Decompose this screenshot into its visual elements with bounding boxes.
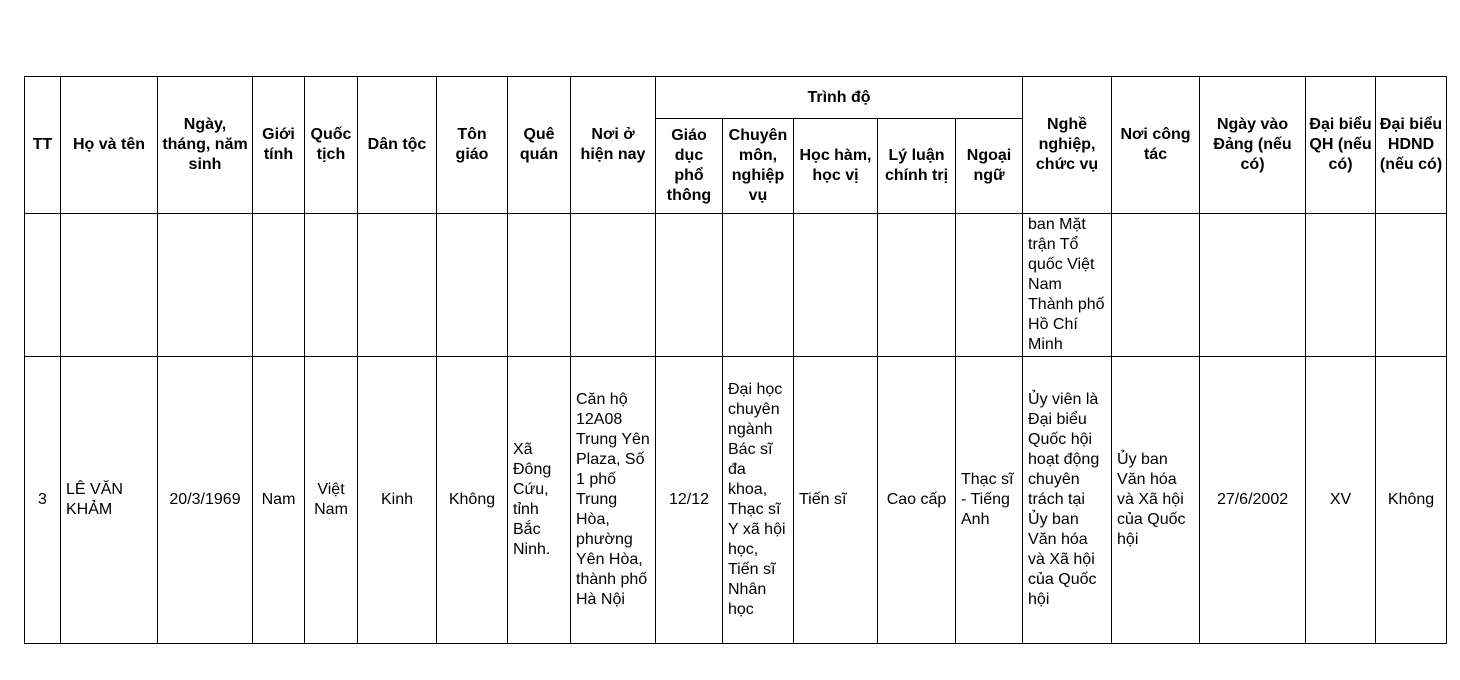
header-noi-o: Nơi ở hiện nay <box>571 77 656 214</box>
cell-ngoai-ngu <box>956 214 1023 357</box>
cell-chuyen-mon <box>723 214 794 357</box>
header-ngay-sinh: Ngày, tháng, năm sinh <box>158 77 253 214</box>
cell-ngoai-ngu: Thạc sĩ - Tiếng Anh <box>956 357 1023 644</box>
cell-giao-duc <box>656 214 723 357</box>
header-gioi-tinh: Giới tính <box>253 77 305 214</box>
cell-nghe-nghiep: Ủy viên là Đại biểu Quốc hội hoạt động chuyên trách tại Ủy ban Văn hóa và Xã hội của Quốc hội <box>1023 357 1112 644</box>
cell-tt: 3 <box>25 357 61 644</box>
header-dai-bieu-hdnd: Đại biểu HDND (nếu có) <box>1376 77 1447 214</box>
cell-nghe-nghiep: ban Mặt trận Tổ quốc Việt Nam Thành phố Hồ Chí Minh <box>1023 214 1112 357</box>
header-que-quan: Quê quán <box>508 77 571 214</box>
header-trinh-do: Trình độ <box>656 77 1023 119</box>
header-ngay-vao-dang: Ngày vào Đảng (nếu có) <box>1200 77 1306 214</box>
cell-hoc-ham <box>794 214 878 357</box>
cell-dan-toc: Kinh <box>358 357 437 644</box>
cell-giao-duc: 12/12 <box>656 357 723 644</box>
cell-tt <box>25 214 61 357</box>
header-dan-toc: Dân tộc <box>358 77 437 214</box>
candidate-table <box>24 76 1447 644</box>
header-hoc-ham: Học hàm, học vị <box>794 119 878 214</box>
header-dai-bieu-qh: Đại biểu QH (nếu có) <box>1306 77 1376 214</box>
cell-ho-ten <box>61 214 158 357</box>
cell-que-quan <box>508 214 571 357</box>
cell-ly-luan <box>878 214 956 357</box>
header-ton-giao: Tôn giáo <box>437 77 508 214</box>
cell-ho-ten: LÊ VĂN KHẢM <box>61 357 158 644</box>
cell-dai-bieu-qh <box>1306 214 1376 357</box>
cell-ly-luan: Cao cấp <box>878 357 956 644</box>
header-noi-cong-tac: Nơi công tác <box>1112 77 1200 214</box>
cell-quoc-tich: Việt Nam <box>305 357 358 644</box>
cell-dan-toc <box>358 214 437 357</box>
cell-quoc-tich <box>305 214 358 357</box>
cell-ton-giao <box>437 214 508 357</box>
header-ngoai-ngu: Ngoại ngữ <box>956 119 1023 214</box>
header-giao-duc: Giáo dục phổ thông <box>656 119 723 214</box>
cell-noi-cong-tac: Ủy ban Văn hóa và Xã hội của Quốc hội <box>1112 357 1200 644</box>
header-ho-ten: Họ và tên <box>61 77 158 214</box>
cell-dai-bieu-hdnd <box>1376 214 1447 357</box>
header-chuyen-mon: Chuyên môn, nghiệp vụ <box>723 119 794 214</box>
cell-dai-bieu-qh: XV <box>1306 357 1376 644</box>
table-row <box>25 214 1447 357</box>
cell-noi-cong-tac <box>1112 214 1200 357</box>
table-row <box>25 357 1447 644</box>
header-ly-luan: Lý luận chính trị <box>878 119 956 214</box>
cell-que-quan: Xã Đông Cứu, tỉnh Bắc Ninh. <box>508 357 571 644</box>
cell-ngay-vao-dang <box>1200 214 1306 357</box>
cell-ton-giao: Không <box>437 357 508 644</box>
cell-ngay-vao-dang: 27/6/2002 <box>1200 357 1306 644</box>
header-row-1 <box>25 77 1447 119</box>
cell-dai-bieu-hdnd: Không <box>1376 357 1447 644</box>
cell-chuyen-mon: Đại học chuyên ngành Bác sĩ đa khoa, Thạc sĩ Y xã hội học, Tiến sĩ Nhân học <box>723 357 794 644</box>
cell-ngay-sinh <box>158 214 253 357</box>
cell-gioi-tinh <box>253 214 305 357</box>
header-nghe-nghiep: Nghề nghiệp, chức vụ <box>1023 77 1112 214</box>
header-tt: TT <box>25 77 61 214</box>
cell-noi-o: Căn hộ 12A08 Trung Yên Plaza, Số 1 phố Trung Hòa, phường Yên Hòa, thành phố Hà Nội <box>571 357 656 644</box>
cell-hoc-ham: Tiến sĩ <box>794 357 878 644</box>
header-quoc-tich: Quốc tịch <box>305 77 358 214</box>
cell-gioi-tinh: Nam <box>253 357 305 644</box>
cell-ngay-sinh: 20/3/1969 <box>158 357 253 644</box>
cell-noi-o <box>571 214 656 357</box>
